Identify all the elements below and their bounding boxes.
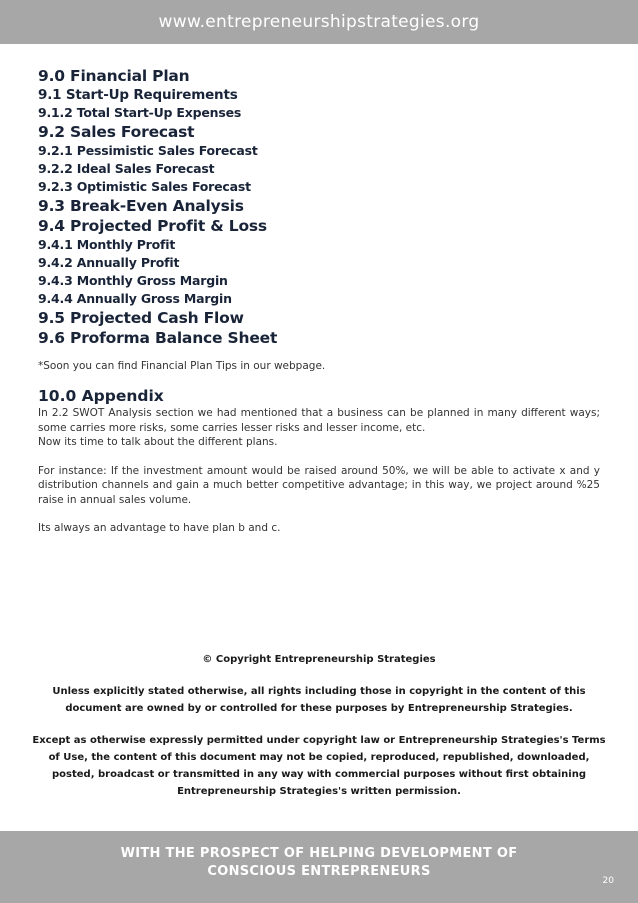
copyright-notice <box>30 654 608 815</box>
outline-item: 9.1 Start-Up Requirements <box>38 87 238 103</box>
outline-item: 9.2.3 Optimistic Sales Forecast <box>38 179 251 194</box>
copyright-paragraph: Except as otherwise expressly permitted under copyright law or Entrepreneurship Strategies's Terms of Use, the content of this document may not be copied, reproduced, republished, downloaded, posted, broadcast or transmitted in any way with commercial purposes without first obtaining Entrepreneurship Strategies's written permission. <box>32 735 606 797</box>
appendix-heading: 10.0 Appendix <box>38 387 164 405</box>
outline-item: 9.6 Proforma Balance Sheet <box>38 329 278 347</box>
footer-slogan <box>0 845 638 881</box>
appendix-paragraph: In 2.2 SWOT Analysis section we had mentioned that a business can be planned in many different ways; some carries more risks, some carries lesser risks and lesser income, etc. <box>38 407 600 434</box>
slogan-line: WITH THE PROSPECT OF HELPING DEVELOPMENT OF <box>120 846 518 861</box>
financial-plan-outline <box>38 66 600 348</box>
page-header <box>0 0 638 44</box>
page-number: 20 <box>602 876 614 886</box>
header-url: www.entrepreneurshipstrategies.org <box>158 12 480 32</box>
copyright-paragraph: Unless explicitly stated otherwise, all rights including those in copyright in the content of this document are owned by or controlled for these purposes by Entrepreneurship Strategies. <box>52 686 586 714</box>
page-content <box>38 66 600 536</box>
appendix-paragraph: Now its time to talk about the different plans. <box>38 436 278 448</box>
slogan-line: CONSCIOUS ENTREPRENEURS <box>207 864 431 879</box>
outline-item: 9.2.2 Ideal Sales Forecast <box>38 161 215 176</box>
outline-item: 9.2 Sales Forecast <box>38 123 195 141</box>
page-footer <box>0 831 638 903</box>
appendix-paragraph: Its always an advantage to have plan b and c. <box>38 522 281 534</box>
appendix-paragraph: For instance: If the investment amount would be raised around 50%, we will be able to activate x and y distribution channels and gain a much better competitive advantage; in this way, we project around %25 raise in annual sales volume. <box>38 464 600 506</box>
outline-item: 9.0 Financial Plan <box>38 67 190 85</box>
outline-item: 9.4.1 Monthly Profit <box>38 237 176 252</box>
outline-item: 9.4.4 Annually Gross Margin <box>38 291 232 306</box>
outline-item: 9.4 Projected Profit & Loss <box>38 217 267 235</box>
outline-item: 9.1.2 Total Start-Up Expenses <box>38 105 242 120</box>
outline-item: 9.3 Break-Even Analysis <box>38 197 244 215</box>
financial-tips-note: *Soon you can find Financial Plan Tips in our webpage. <box>38 360 326 372</box>
copyright-title: © Copyright Entrepreneurship Strategies <box>202 654 436 665</box>
outline-item: 9.2.1 Pessimistic Sales Forecast <box>38 143 258 158</box>
outline-item: 9.4.3 Monthly Gross Margin <box>38 273 228 288</box>
outline-item: 9.5 Projected Cash Flow <box>38 309 244 327</box>
outline-item: 9.4.2 Annually Profit <box>38 255 180 270</box>
